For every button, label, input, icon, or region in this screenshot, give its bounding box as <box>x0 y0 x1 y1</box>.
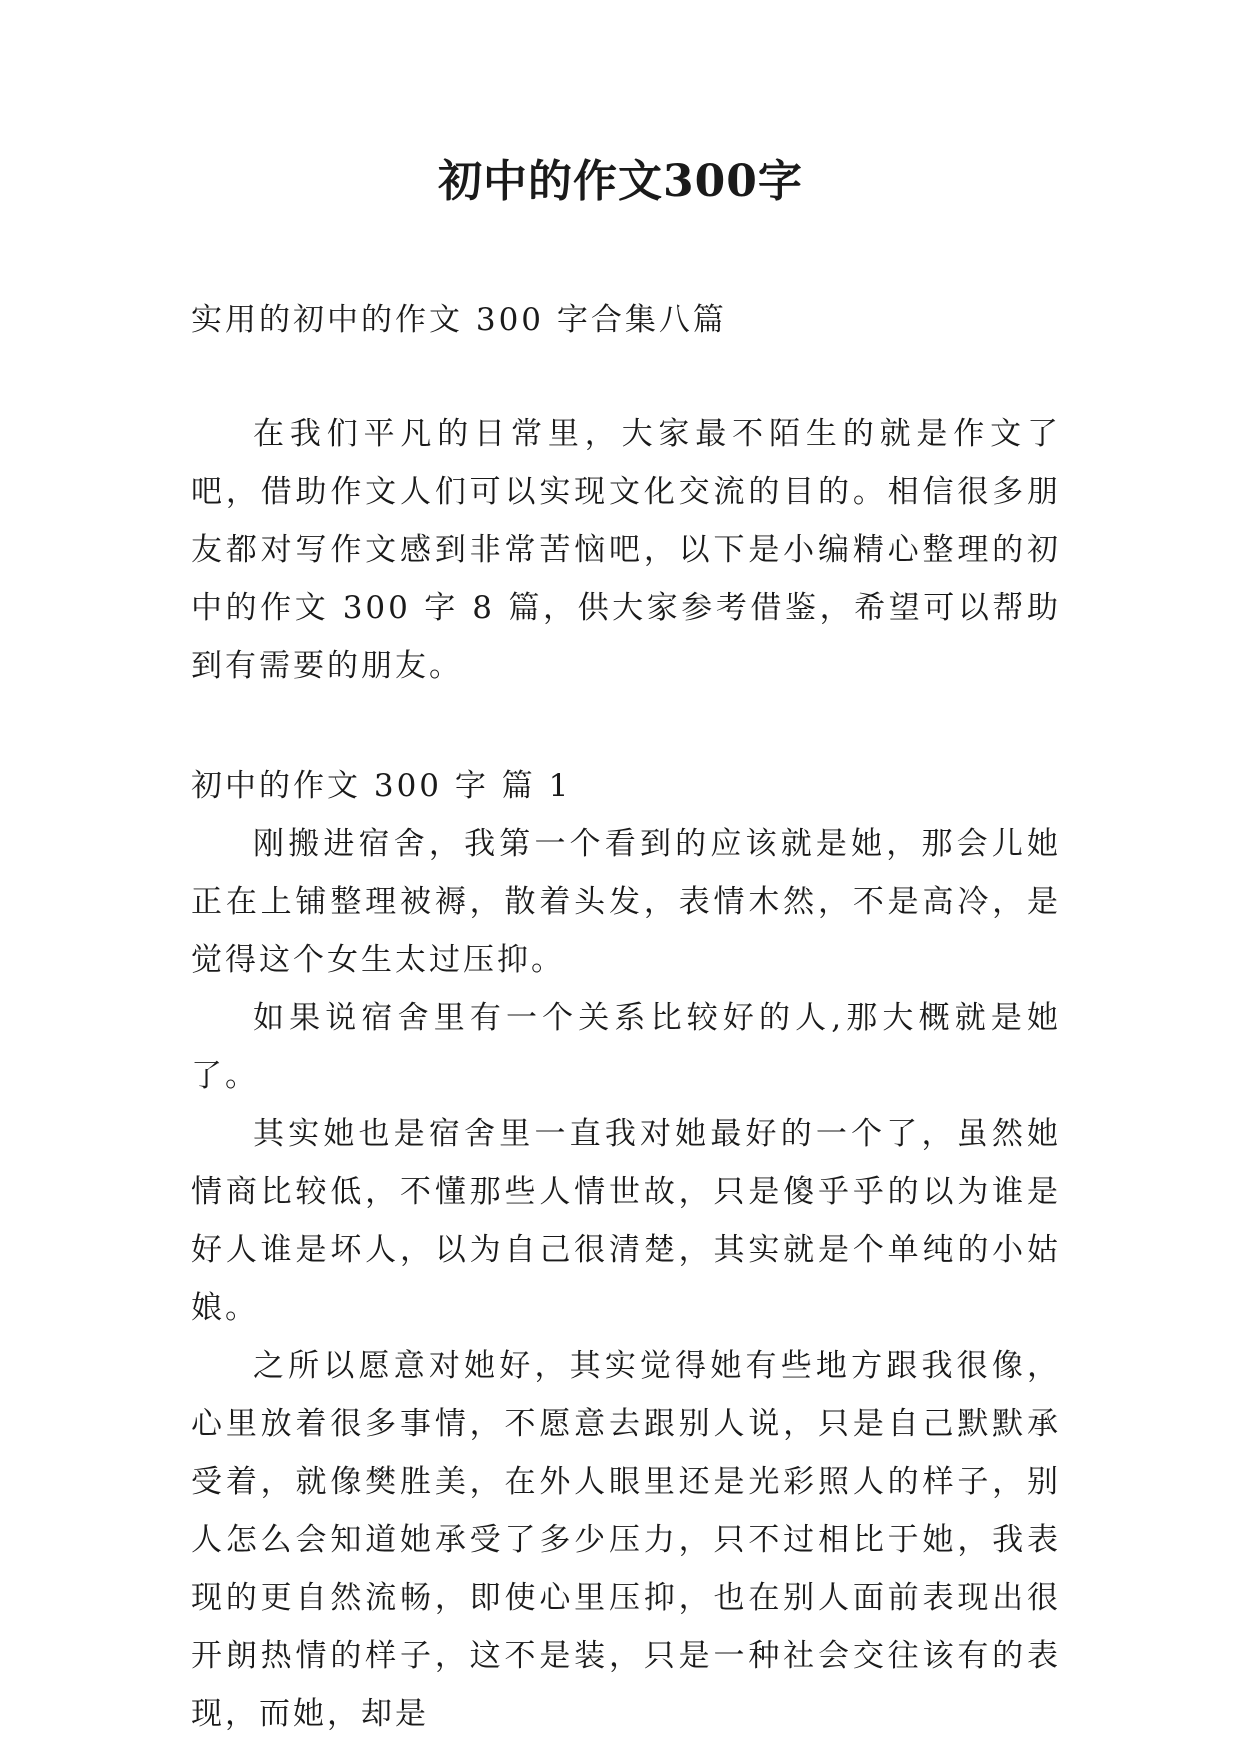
section-heading: 初中的作文 300 字 篇 1 <box>191 768 572 804</box>
section-paragraph: 如果说宿舍里有一个关系比较好的人,那大概就是她了。 <box>191 1000 1061 1094</box>
intro-paragraph: 在我们平凡的日常里，大家最不陌生的就是作文了吧，借助作文人们可以实现文化交流的目的。相信很多朋友都对写作文感到非常苦恼吧，以下是小编精心整理的初中的作文 300 字 8 篇，供大家参考借鉴，希望可以帮助到有需要的朋友。 <box>191 416 1061 684</box>
document-title: 初中的作文300字 <box>438 156 803 207</box>
section-paragraph: 刚搬进宿舍，我第一个看到的应该就是她，那会儿她正在上铺整理被褥，散着头发，表情木然，不是高冷，是觉得这个女生太过压抑。 <box>191 826 1061 978</box>
section-paragraph: 其实她也是宿舍里一直我对她最好的一个了，虽然她情商比较低，不懂那些人情世故，只是傻乎乎的以为谁是好人谁是坏人，以为自己很清楚，其实就是个单纯的小姑娘。 <box>191 1116 1061 1326</box>
section-paragraph: 之所以愿意对她好，其实觉得她有些地方跟我很像，心里放着很多事情，不愿意去跟别人说，只是自己默默承受着，就像樊胜美，在外人眼里还是光彩照人的样子，别人怎么会知道她承受了多少压力，只不过相比于她，我表现的更自然流畅，即使心里压抑，也在别人面前表现出很开朗热情的样子，这不是装，只是一种社会交往该有的表现，而她，却是 <box>191 1348 1061 1732</box>
section-1 <box>191 757 1061 1743</box>
document-subtitle: 实用的初中的作文 300 字合集八篇 <box>191 302 727 338</box>
